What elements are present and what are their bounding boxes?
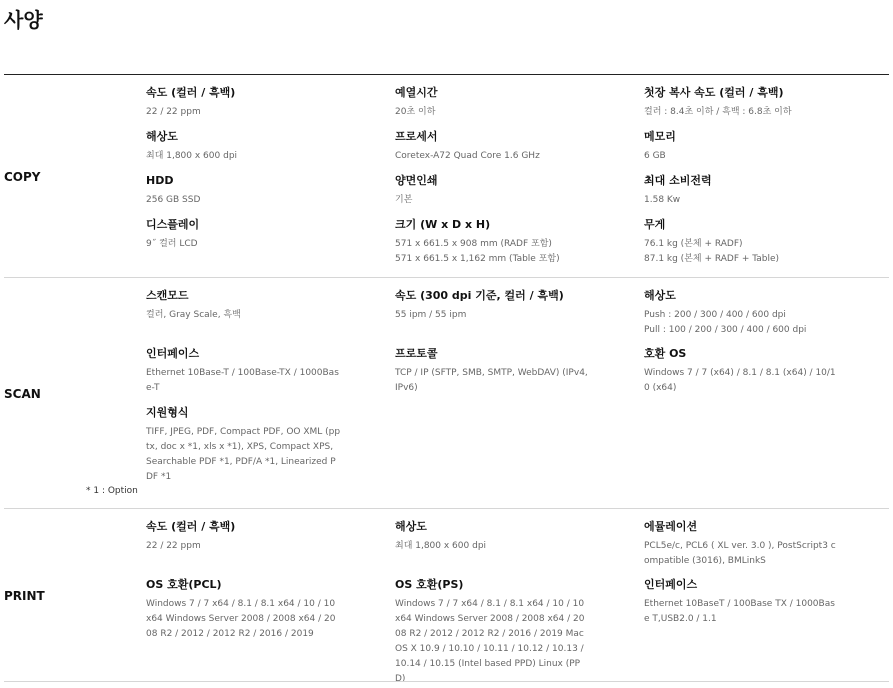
spec-label: 프로토콜: [395, 347, 438, 360]
spec-value: Coretex-A72 Quad Core 1.6 GHz: [395, 151, 540, 161]
spec-label: 무게: [644, 218, 666, 231]
section-label-scan: SCAN: [4, 387, 41, 401]
spec-value: 76.1 kg (본체 + RADF): [644, 239, 743, 249]
spec-item: [395, 578, 590, 687]
spec-item: [146, 174, 341, 208]
spec-value: Ethernet 10Base-T / 100Base-TX / 1000Base-T: [146, 368, 339, 393]
spec-label: 호환 OS: [644, 347, 687, 360]
spec-label: HDD: [146, 174, 174, 187]
spec-label: 속도 (컬러 / 흑백): [146, 520, 236, 533]
section-divider: [4, 508, 889, 509]
spec-value: TIFF, JPEG, PDF, Compact PDF, OO XML (pptx, doc x *1, xls x *1), XPS, Compact XPS, Searchable PDF *1, PDF/A *1, Linearized PDF *1: [146, 427, 341, 482]
spec-item: [644, 289, 839, 338]
spec-value: 22 / 22 ppm: [146, 541, 201, 551]
spec-label: 에뮬레이션: [644, 520, 698, 533]
spec-label: 스캔모드: [146, 289, 189, 302]
spec-label: OS 호환(PCL): [146, 578, 222, 591]
spec-label: 최대 소비전력: [644, 174, 712, 187]
spec-label: 프로세서: [395, 130, 438, 143]
section-label-copy: COPY: [4, 170, 41, 184]
spec-label: 양면인쇄: [395, 174, 438, 187]
spec-value: 컬러, Gray Scale, 흑백: [146, 310, 241, 320]
spec-item: [146, 289, 341, 323]
spec-value: PCL5e/c, PCL6 ( XL ver. 3.0 ), PostScript3 compatible (3016), BMLinkS: [644, 541, 836, 566]
section-divider: [4, 277, 889, 278]
spec-label: 지원형식: [146, 406, 189, 419]
spec-item: [644, 130, 839, 164]
spec-item: [395, 347, 590, 396]
spec-item: [644, 86, 839, 120]
spec-item: [395, 86, 590, 120]
spec-item: [146, 130, 341, 164]
spec-value: Windows 7 / 7 x64 / 8.1 / 8.1 x64 / 10 / 10 x64 Windows Server 2008 / 2008 x64 / 2008 R2 / 2012 / 2012 R2 / 2016 / 2019: [146, 599, 336, 639]
spec-value: 기본: [395, 195, 413, 205]
spec-label: 인터페이스: [146, 347, 200, 360]
spec-label: 디스플레이: [146, 218, 200, 231]
spec-value: Ethernet 10BaseT / 100Base TX / 1000Base T,USB2.0 / 1.1: [644, 599, 835, 624]
spec-item: [395, 289, 590, 323]
spec-label: 해상도: [146, 130, 178, 143]
spec-label: 해상도: [395, 520, 427, 533]
spec-value-line-2: Pull : 100 / 200 / 300 / 400 / 600 dpi: [644, 325, 807, 335]
footnote: * 1 : Option: [86, 486, 138, 496]
spec-item: [644, 520, 839, 569]
spec-value: 9˝ 컬러 LCD: [146, 239, 198, 249]
spec-label: 메모리: [644, 130, 676, 143]
spec-item: [146, 406, 341, 485]
spec-item: [395, 130, 590, 164]
spec-label: 인터페이스: [644, 578, 698, 591]
spec-label: 예열시간: [395, 86, 438, 99]
spec-label: 크기 (W x D x H): [395, 218, 491, 231]
spec-item: [146, 86, 341, 120]
spec-value: 571 x 661.5 x 908 mm (RADF 포함): [395, 239, 552, 249]
spec-label: 첫장 복사 속도 (컬러 / 흑백): [644, 86, 784, 99]
spec-item: [146, 218, 341, 252]
section-divider: [4, 681, 889, 682]
spec-item: [644, 578, 839, 627]
section-label-print: PRINT: [4, 589, 45, 603]
spec-value: Push : 200 / 300 / 400 / 600 dpi: [644, 310, 786, 320]
spec-value: 최대 1,800 x 600 dpi: [146, 151, 238, 161]
header-divider: [4, 74, 889, 75]
spec-value: 55 ipm / 55 ipm: [395, 310, 467, 320]
page-title: 사양: [4, 8, 43, 32]
spec-label: 속도 (컬러 / 흑백): [146, 86, 236, 99]
spec-value: 최대 1,800 x 600 dpi: [395, 541, 487, 551]
spec-value-line-2: 87.1 kg (본체 + RADF + Table): [644, 254, 780, 264]
spec-value-line-2: 571 x 661.5 x 1,162 mm (Table 포함): [395, 254, 560, 264]
spec-label: 속도 (300 dpi 기준, 컬러 / 흑백): [395, 289, 564, 302]
spec-item: [644, 174, 839, 208]
spec-value: Windows 7 / 7 x64 / 8.1 / 8.1 x64 / 10 / 10 x64 Windows Server 2008 / 2008 x64 / 2008 R2 / 2012 / 2012 R2 / 2016 / 2019 Mac OS X 10.9 / 10.10 / 10.11 / 10.12 / 10.13 / 10.14 / 10.15 (Intel based PPD) Linux (PPD): [395, 599, 585, 684]
spec-item: [644, 218, 839, 267]
spec-value: 컬러 : 8.4초 이하 / 흑백 : 6.8초 이하: [644, 107, 792, 117]
spec-label: 해상도: [644, 289, 676, 302]
spec-item: [146, 347, 341, 396]
spec-value: Windows 7 / 7 (x64) / 8.1 / 8.1 (x64) / 10/10 (x64): [644, 368, 836, 393]
spec-value: TCP / IP (SFTP, SMB, SMTP, WebDAV) (IPv4, IPv6): [395, 368, 588, 393]
spec-value: 6 GB: [644, 151, 666, 161]
spec-item: [395, 174, 590, 208]
spec-value: 1.58 Kw: [644, 195, 681, 205]
spec-value: 256 GB SSD: [146, 195, 201, 205]
spec-item: [395, 218, 590, 267]
spec-value: 22 / 22 ppm: [146, 107, 201, 117]
spec-item: [644, 347, 839, 396]
spec-item: [395, 520, 590, 554]
spec-item: [146, 520, 341, 554]
spec-value: 20초 이하: [395, 107, 436, 117]
spec-item: [146, 578, 341, 642]
spec-label: OS 호환(PS): [395, 578, 464, 591]
